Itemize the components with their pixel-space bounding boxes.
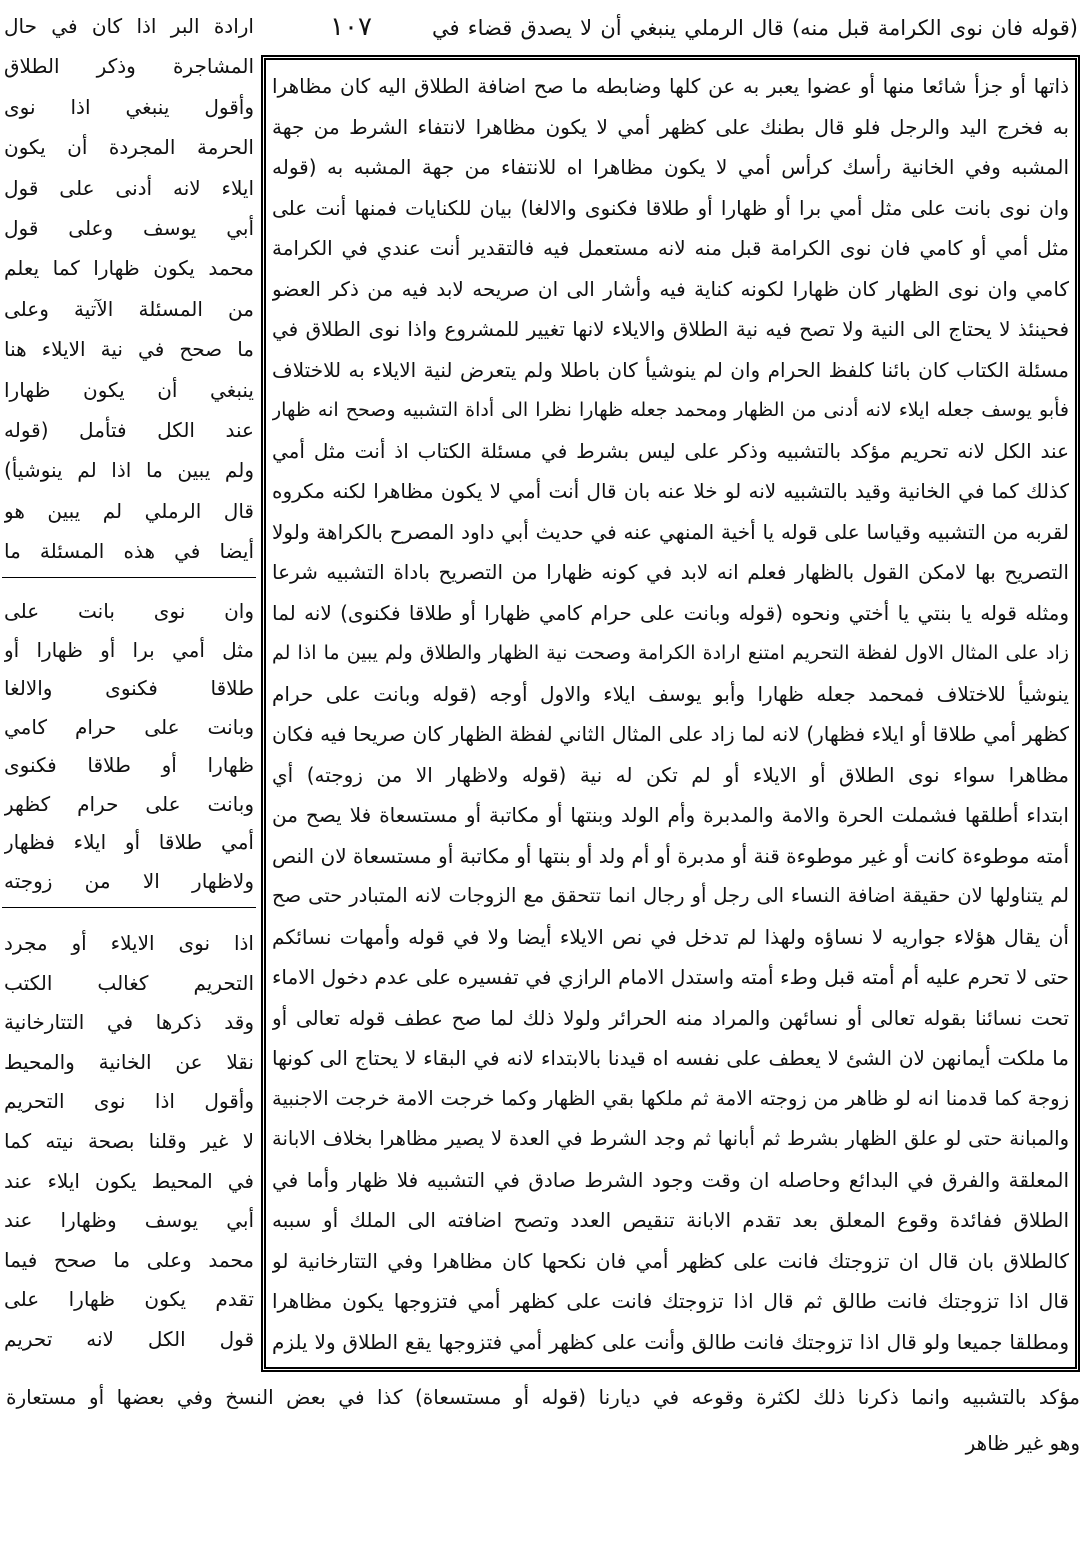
sharh-line: مسئلة الكتاب كان بائنا كلفظ الحرام وان لم ينوشيأ كان باطلا ولم يتعرض لنية الايلاء به للاختلاف [272, 357, 1069, 382]
sharh-line: وان نوى بانت على مثل أمي برا أو ظهارا أو طلاقا فكنوى والالغا) بيان للكنايات فمنها أنت على [272, 195, 1069, 220]
commentary-line: وأقول ينبغي اذا نوى [4, 94, 254, 119]
commentary-line: وقد ذكرها في التتارخانية [4, 1010, 254, 1035]
commentary-line: لا غير وقلنا بصحة نيته كما [4, 1128, 254, 1153]
matn-line: وبانت على حرام كظهر [4, 791, 254, 816]
sharh-line: ما ملكت أيمانهن لان الشئ لا يعطف على نفسه اه قيدنا بالابتداء لانه في البقاء لا يحتاج الى كونها [272, 1046, 1069, 1070]
page-number: ١٠٧ [330, 12, 372, 42]
commentary-line: أبي يوسف وعلى قول [4, 215, 254, 240]
sharh-line: أمته موطوءة كانت أو غير موطوءة قنة أو مدبرة أو أم ولد أو بنتها أو مكاتبة أو مستسعاة لان النص [272, 843, 1069, 868]
sharh-line: كالطلاق بان قال ان تزوجتك فانت على كظهر أمي فان نكحها كان مظاهرا وفي التتارخانية لو [272, 1248, 1069, 1273]
commentary-line: في المحيط يكون ايلاء عند [4, 1168, 254, 1193]
sharh-line: المعلقة والفرق في البدائع وحاصله ان وقت وجود الشرط صادق في التشبيه فلا ظهار وأما في [272, 1167, 1069, 1192]
sharh-line: مظاهرا سواء نوى الطلاق أو الايلاء أو لم تكن له نية (قوله ولاظهار الا من زوجته) أي [272, 762, 1069, 787]
matn-line: وبانت على حرام كامي [4, 714, 254, 739]
commentary-line: وهو غير ظاهر [965, 1431, 1080, 1455]
matn-line: وان نوى بانت على [4, 599, 254, 623]
sharh-text-block [272, 66, 1069, 1362]
sharh-line: كامي وان نوى الظهار كان ظهارا لكونه كناية فيه وأشار الى ان صريحه لابد فيه من ذكر العضو [272, 276, 1069, 301]
commentary-line: مؤكد بالتشبيه وانما ذكرنا ذلك لكثرة وقوعه في ديارنا (قوله أو مستسعاة) كذا في بعض النسخ وفي بعضها أو مستعارة [6, 1385, 1080, 1409]
main-text-frame [261, 55, 1080, 1372]
commentary-line: قال الرملي لم يبين هو [4, 498, 254, 523]
sharh-line: كظهر أمي طلاقا أو ايلاء فظهار) لانه لما زاد على المثال الثاني لفظة الظهار كان صريحا فيه فكان [272, 722, 1069, 746]
matn-line: أمي طلاقا أو ايلاء فظهار [4, 830, 254, 854]
sharh-line: فحينئذ لا يحتاج الى النية ولا تصح فيه نية الطلاق والايلاء لانها تغيير للمشروع واذا نوى الطلاق في [272, 317, 1069, 341]
commentary-line: اذا نوى الايلاء أو مجرد [4, 931, 254, 955]
sharh-line: تحت نسائنا بقوله تعالى أو نسائهن والمراد منه الحرائر ولولا ذلك لما صح عطف قوله تعالى أو [272, 1005, 1069, 1030]
commentary-line: وأقول اذا نوى التحريم [4, 1089, 254, 1114]
commentary-line: ما صحح في نية الايلاء هنا [4, 337, 254, 362]
commentary-line: أبي يوسف وظهارا عند [4, 1208, 254, 1233]
commentary-line: التحريم كغالب الكتب [4, 970, 254, 995]
sharh-line: ذاتها أو جزأ شائعا منها أو عضوا يعبر به عن كلها وضابطه ما صح اضافة الطلاق اليه كان مظاهرا [272, 74, 1069, 98]
matn-line: مثل أمي برا أو ظهارا أو [4, 637, 254, 662]
sharh-line: فأبو يوسف جعله ايلاء لانه أدنى من الظهار ومحمد جعله ظهارا نظرا الى أداة التشبيه وصحح انه ظهار [272, 399, 1069, 421]
commentary-line: محمد يكون ظهارا كما يعلم [4, 256, 254, 281]
margin-commentary-upper [4, 6, 254, 571]
commentary-line: عند الكل فتأمل (قوله [4, 417, 254, 442]
commentary-line: من المسئلة الآتية وعلى [4, 296, 254, 321]
sharh-line: والمبانة حتى لو علق الظهار بشرط ثم أبانها ثم وجد الشرط في العدة لا يصير مظاهرا بخلاف الابانة [272, 1127, 1069, 1150]
matn-line: طلاقا فكنوى والالغا [4, 676, 254, 700]
commentary-line: ولم يبين ما اذا لم ينوشيأ) [4, 458, 254, 483]
sharh-line: ومثله قوله يا بنتي يا أختي ونحوه (قوله وبانت على حرام كامي ظهارا أو طلاقا فكنوى) لانه لما [272, 600, 1069, 625]
commentary-line: الحرمة المجردة أن يكون [4, 135, 254, 160]
sharh-line: الطلاق ففائدة وقوع المعلق بعد تقدم الابانة تنقيص العدد وتصح اضافته الى الملك أو سببه [272, 1208, 1069, 1232]
margin-commentary-lower [4, 924, 254, 1360]
sharh-line: كذلك كما في الخانية وقيد بالتشبيه لانه لو خلا عنه بان قال أنت أمي لا يكون مظاهرا لكنه مكروه [272, 479, 1069, 503]
commentary-line: المشاجرة وذكر الطلاق [4, 54, 254, 79]
sharh-line: عند الكل لانه تحريم مؤكد بالتشبيه وذكر على ليس بشرط في مسئلة الكتاب اذ أنت مثل أمي [272, 438, 1069, 463]
commentary-line: قول الكل لانه تحريم [4, 1326, 254, 1351]
commentary-bottom-block [6, 1374, 1080, 1466]
sharh-line: قال اذا تزوجتك فانت طالق ثم قال اذا تزوجتك فانت على كظهر أمي فتزوجها يكون مظاهرا [272, 1289, 1069, 1313]
matn-line: ولاظهار الا من زوجته [4, 868, 254, 893]
sharh-line: التصريح بها لامكن القول بالظهار فعلم انه لابد في كونه ظهارا من التصريح باداة التشبيه شرعا [272, 560, 1069, 584]
commentary-line: ينبغي أن يكون ظهارا [4, 377, 254, 402]
sharh-line: زاد على المثال الاول لفظة التحريم امتنع ارادة الكرامة وصحت نية الظهار والطلاق ولم يبين ما اذا لم [272, 642, 1069, 664]
sharh-line: ينوشيأ للاختلاف فمحمد جعله ظهارا وأبو يوسف ايلاء والاول أوجه (قوله وبانت على حرام [272, 681, 1069, 706]
sharh-line: لم يتناولها لان حقيقة اضافة النساء الى رجل أو رجال انما تتحقق مع الزوجات لانه المتبادر حتى صح [272, 884, 1069, 907]
sharh-line: به فخرج اليد والرجل فلو قال بطنك على كظهر أمي لا يكون مظاهرا لانتفاء الشرط من جهة [272, 114, 1069, 139]
commentary-line: أيضا في هذه المسئلة ما [4, 539, 254, 564]
sharh-line: زوجة كما قدمنا انه لو ظاهر من زوجته الامة ثم ملكها بقي الظهار وكما خرجت الامة خرجت الاجنبية [272, 1086, 1069, 1110]
sharh-line: ومطلقا جميعا ولو قال اذا تزوجتك فانت طالق وأنت على كظهر أمي فتزوجها يقع الطلاق ولا يلزم [272, 1329, 1069, 1354]
commentary-top-line: (قوله فان نوى الكرامة قبل منه) قال الرملي ينبغي أن لا يصدق قضاء في [432, 16, 1078, 40]
section-divider [2, 907, 256, 908]
sharh-line: المشبه وفي الخانية رأسك كرأس أمي لا يكون مظاهرا اه للانتفاء من جهة المشبه به (قوله [272, 155, 1069, 179]
commentary-line: ايلاء لانه أدنى على قول [4, 175, 254, 200]
sharh-line: حتى لا تحرم عليه أم أمته قبل وطء أمته واستدل الامام الرازي في تفسيره على عدم دخول الاماء [272, 965, 1069, 989]
matn-text-block [4, 592, 254, 900]
commentary-line: نقلا عن الخانية والمحيط [4, 1049, 254, 1074]
commentary-line: محمد وعلى ما صحح فيما [4, 1247, 254, 1272]
matn-line: ظهارا أو طلاقا فكنوى [4, 753, 254, 777]
section-divider [2, 577, 256, 578]
sharh-line: مثل أمي أو كامي فان نوى الكرامة قبل منه لانه مستعمل فيه فالتقدير أنت عندي في الكرامة [272, 236, 1069, 260]
sharh-line: لقربه من التشبيه وقياسا على قوله يا أخية المنهي عنه في حديث أبي داود المصرح بالكراهة ولولا [272, 519, 1069, 544]
sharh-line: أن يقال هؤلاء جواريه لا نساؤه ولهذا لم تدخل في نص الايلاء أيضا ولا في قوله وأمهات نسائكم [272, 924, 1069, 949]
sharh-line: ابتداء أطلقها فشملت الحرة والامة والمدبرة وأم الولد وبنتها أو مكاتبة أو مستسعاة فلا يصح من [272, 803, 1069, 827]
commentary-line: تقدم يكون ظهارا على [4, 1287, 254, 1312]
commentary-line: ارادة البر اذا كان في حال [4, 14, 254, 38]
